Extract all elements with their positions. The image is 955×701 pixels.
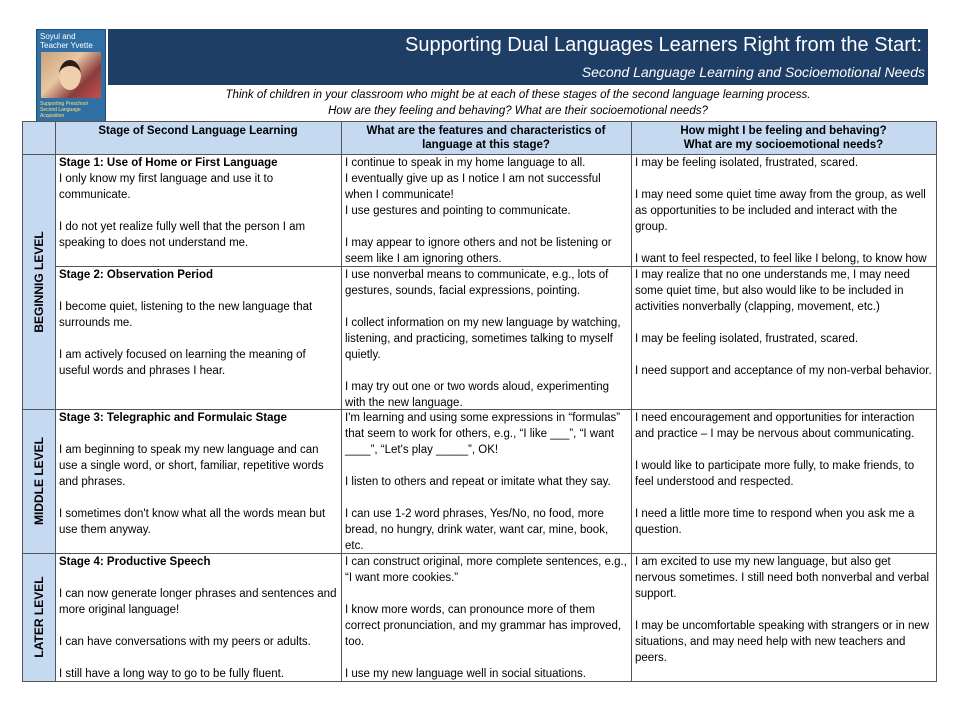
header-features-line1: What are the features and characteristics of [366, 125, 606, 137]
row1-stage-title: Stage 1: Use of Home or First Language [59, 157, 278, 169]
grid-line [55, 122, 56, 681]
row3-stage-text: I sometimes don't know what all the words mean but use them anyway. [59, 508, 326, 536]
row3-feature: I can use 1-2 word phrases, Yes/No, no food, more bread, no hungry, drink water, want car, mine, book, etc. [345, 508, 609, 552]
level-beginning-label: BEGINNIG LEVEL [32, 230, 46, 333]
row4-feature: I can construct original, more complete sentences, e.g., “I want more cookies.” [345, 556, 627, 584]
row1-feeling: I may be feeling isolated, frustrated, scared. [635, 157, 859, 169]
row3-stage [55, 409, 341, 553]
level-beginning [23, 154, 55, 409]
row2-feelings [631, 266, 936, 409]
row4-features [341, 553, 631, 681]
grid-line [23, 154, 936, 155]
intro-line-2: How are they feeling and behaving? What are their socioemotional needs? [328, 105, 708, 117]
child-photo [41, 52, 101, 98]
row4-stage-text: I still have a long way to go to be fully fluent. [59, 668, 285, 680]
row3-stage-text: I am beginning to speak my new language and can use a single word, or short, familiar, repetitive words and phrases. [59, 444, 324, 488]
row4-feature: I know more words, can pronounce more of them correct pronunciation, and my grammar has improved, too. [345, 604, 622, 648]
row1-stage-text: I only know my first language and use it to communicate. [59, 173, 274, 201]
level-middle [23, 409, 55, 553]
row2-stage-text: I become quiet, listening to the new language that surrounds me. [59, 301, 313, 329]
header-feelings-line1: How might I be feeling and behaving? [680, 125, 887, 137]
row4-stage [55, 553, 341, 681]
stages-table [22, 121, 937, 682]
row1-feature: I may appear to ignore others and not be listening or seem like I am ignoring others. [345, 237, 612, 265]
row4-stage-text: I can have conversations with my peers or adults. [59, 636, 311, 648]
row1-stage [55, 154, 341, 266]
row1-stage-text: I do not yet realize fully well that the person I am speaking to does not understand me. [59, 221, 306, 249]
row1-feature: I continue to speak in my home language to all. [345, 157, 586, 169]
row3-stage-title: Stage 3: Telegraphic and Formulaic Stage [59, 412, 287, 424]
header-feelings [631, 122, 936, 154]
row3-feature: I listen to others and repeat or imitate what they say. [345, 476, 611, 488]
row1-feelings [631, 154, 936, 266]
header-feelings-line2: What are my socioemotional needs? [683, 139, 884, 151]
row1-feature: I use gestures and pointing to communicate. [345, 205, 571, 217]
row2-feature: I use nonverbal means to communicate, e.g., lots of gestures, sounds, facial expressions, pointing. [345, 269, 609, 297]
row1-feeling: I may need some quiet time away from the group, as well as opportunities to be included and interact with the group. [635, 189, 926, 233]
row2-stage-text: I am actively focused on learning the meaning of useful words and phrases I hear. [59, 349, 306, 377]
row4-stage-text: I can now generate longer phrases and sentences and more original language! [59, 588, 337, 616]
row1-feature: I eventually give up as I notice I am not successful when I communicate! [345, 173, 601, 201]
level-later-label: LATER LEVEL [32, 576, 46, 658]
row2-feature: I may try out one or two words aloud, experimenting with the new language. [345, 381, 609, 409]
header-features [341, 122, 631, 154]
row3-feeling: I need encouragement and opportunities for interaction and practice – I may be nervous about communicating. [635, 412, 915, 440]
header-stage-label: Stage of Second Language Learning [98, 125, 298, 137]
grid-line [631, 122, 632, 681]
row3-feature: I'm learning and using some expressions in “formulas” that seem to work for others, e.g., “I like ___”, “I want ____”, “Let's play _____”, OK! [345, 412, 621, 456]
book-cover-image [36, 29, 106, 123]
grid-line [55, 266, 936, 267]
corner-cell [23, 122, 55, 154]
row3-features [341, 409, 631, 553]
row4-feelings [631, 553, 936, 681]
row2-feeling: I may be feeling isolated, frustrated, scared. [635, 333, 859, 345]
row2-feeling: I need support and acceptance of my non-verbal behavior. [635, 365, 932, 377]
row3-feelings [631, 409, 936, 553]
row4-feeling: I am excited to use my new language, but also get nervous sometimes. I still need both nonverbal and verbal support. [635, 556, 930, 600]
row3-feeling: I would like to participate more fully, to make friends, to feel understood and respected. [635, 460, 915, 488]
row4-feature: I use my new language well in social situations. [345, 668, 586, 680]
header-stage [55, 122, 341, 154]
row4-stage-title: Stage 4: Productive Speech [59, 556, 211, 568]
page-title: Supporting Dual Languages Learners Right from the Start: [405, 34, 922, 56]
row1-features [341, 154, 631, 266]
header-features-line2: language at this stage? [422, 139, 550, 151]
row2-features [341, 266, 631, 409]
grid-line [341, 122, 342, 681]
book-cover-subtitle: Supporting Preschool Second Language Acquisition [40, 101, 88, 119]
grid-line [23, 553, 936, 554]
intro-line-1: Think of children in your classroom who might be at each of these stages of the second language learning process. [225, 89, 811, 101]
book-cover-title: Soyul and Teacher Yvette [40, 32, 93, 50]
title-banner [108, 29, 928, 85]
row2-feature: I collect information on my new language by watching, listening, and practicing, sometimes talking to myself quietly. [345, 317, 621, 361]
row2-stage-title: Stage 2: Observation Period [59, 269, 214, 281]
page-subtitle: Second Language Learning and Socioemotional Needs [581, 64, 925, 80]
grid-line [23, 409, 936, 410]
row4-feeling: I may be uncomfortable speaking with strangers or in new situations, and may need help with new teachers and peers. [635, 620, 930, 664]
row1-feeling: I want to feel respected, to feel like I belong, to know how [635, 253, 927, 265]
row2-feeling: I may realize that no one understands me, I may need some quiet time, but also would like to be included in activities nonverbally (clapping, movement, etc.) [635, 269, 910, 313]
row2-stage [55, 266, 341, 409]
level-later [23, 553, 55, 681]
level-middle-label: MIDDLE LEVEL [32, 436, 46, 526]
row3-feeling: I need a little more time to respond when you ask me a question. [635, 508, 915, 536]
